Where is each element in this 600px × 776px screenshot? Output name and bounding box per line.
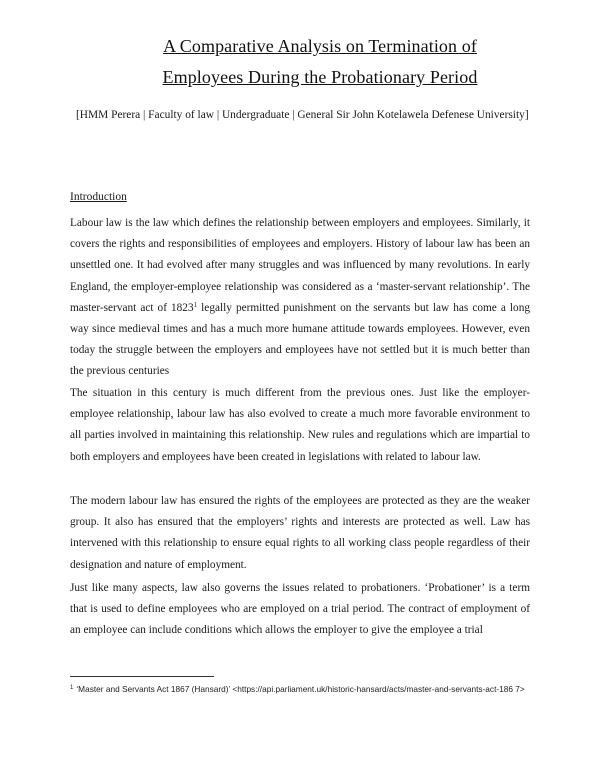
- author-affiliation: [HMM Perera | Faculty of law | Undergraduate | General Sir John Kotelawela Defenese University]: [76, 109, 529, 121]
- paragraph-1-text-b: legally permitted punishment on the servants but law has come a long way since medieval times and has a much more humane attitude towards employees. However, even today the struggle between the employers and employees have not settled but it is much better than the previous centuries: [70, 301, 530, 378]
- footnote: [70, 683, 530, 696]
- paragraph-3: The modern labour law has ensured the rights of the employees are protected as they are the weaker group. It also has ensured that the employers’ rights and interests are protected as well. Law has intervened with this relationship to ensure equal rights to all working class people regardless of their designation and nature of employment.: [70, 495, 530, 571]
- footnote-separator: [70, 676, 214, 677]
- paragraph-2: The situation in this century is much different from the previous ones. Just like the employer-employee relationship, labour law has also evolved to create a much more favorable environment to all parties involved in maintaining this relationship. New rules and regulations which are impartial to both employers and employees have been created in legislations with related to labour law.: [70, 387, 530, 463]
- paragraph-4: Just like many aspects, law also governs the issues related to probationers. ‘Probationer’ is a term that is used to define employees who are employed on a trial period. The contract of employment of an employee can include conditions which allows the employer to give the employee a trial: [70, 582, 530, 637]
- paragraph-1-text-a: Labour law is the law which defines the relationship between employers and employees. Similarly, it covers the rights and responsibilities of employees and employers. History of labour law has been an unsettled one. It had evolved after many struggles and was influenced by many revolutions. In early England, the employer-employee relationship was considered as a ‘master-servant relationship’. The master-servant act of 1823: [70, 217, 530, 314]
- section-heading-introduction: Introduction: [70, 191, 127, 203]
- document-title-line-2: Employees During the Probationary Period: [162, 67, 478, 87]
- footnote-number: 1: [70, 685, 74, 691]
- paragraph-1: [70, 213, 530, 383]
- document-title-line-1: A Comparative Analysis on Termination of: [163, 36, 477, 56]
- footnote-reference[interactable]: 1: [193, 300, 198, 309]
- footnote-text: ‘Master and Servants Act 1867 (Hansard)’ <https://api.parliament.uk/historic-hansard/acts/master-and-servants-act-186 7>: [76, 684, 525, 694]
